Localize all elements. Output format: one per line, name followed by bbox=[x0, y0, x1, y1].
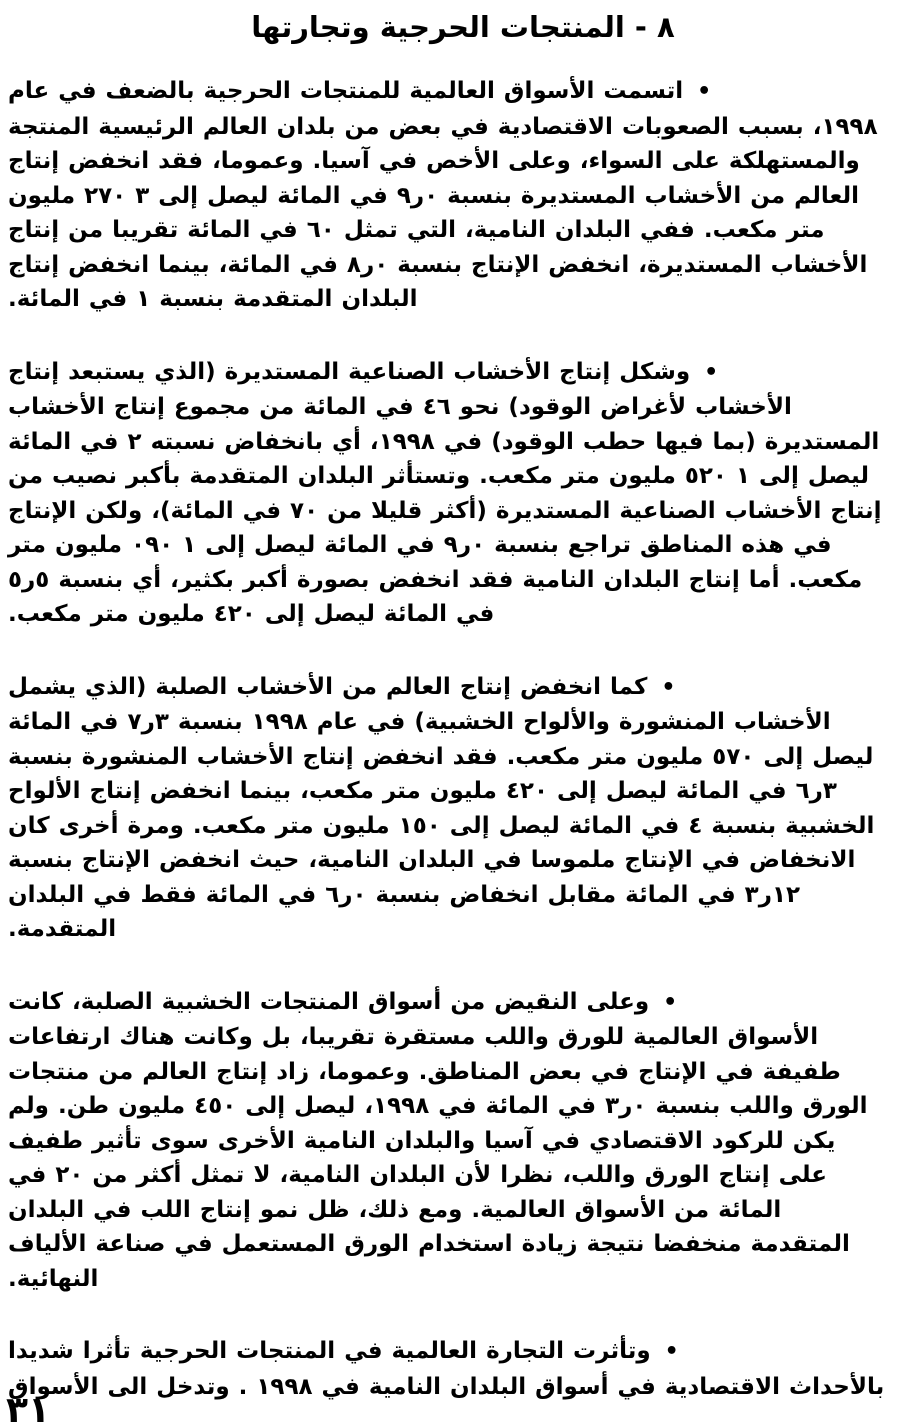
paragraph-text: كما انخفض إنتاج العالم من الأخشاب الصلبة (الذي يشمل الأخشاب المنشورة والألواح الخشبية) في عام ١٩٩٨ بنسبة ٣ر٧ في المائة ليصل إلى ٥٧٠ مليون متر مكعب. فقد انخفض إنتاج الأخشاب المنشورة بنسبة ٣ر٦ في المائة ليصل إلى ٤٢٠ مليون متر مكعب، بينما انخفض إنتاج الألواح الخشبية بنسبة ٤ في المائة ليصل إلى ١٥٠ مليون متر مكعب. ومرة أخرى كان الانخفاض في الإنتاج ملموسا في البلدان النامية، حيث انخفض الإنتاج بنسبة ١٢ر٣ في المائة مقابل انخفاض بنسبة ٠ر٦ في المائة فقط في البلدان المتقدمة. bbox=[8, 673, 875, 942]
paragraph-solid-wood bbox=[8, 670, 888, 947]
bullet-icon: • bbox=[697, 79, 712, 104]
paragraph-roundwood-overview bbox=[8, 74, 888, 317]
bullet-icon: • bbox=[704, 359, 719, 385]
bullet-icon: • bbox=[664, 1339, 679, 1364]
paragraph-pulp-and-paper bbox=[8, 985, 888, 1297]
paragraph-text: وعلى النقيض من أسواق المنتجات الخشبية الصلبة، كانت الأسواق العالمية للورق واللب مستقرة تقريبا، بل وكانت هناك ارتفاعات طفيفة في الإنتاج في بعض المناطق. وعموما، زاد إنتاج العالم من منتجات الورق واللب بنسبة ٠ر٣ في المائة في ١٩٩٨، ليصل إلى ٤٥٠ مليون طن. ولم يكن للركود الاقتصادي في آسيا والبلدان النامية الأخرى سوى تأثير طفيف على إنتاج الورق واللب، نظرا لأن البلدان النامية، لا تمثل أكثر من ٢٠ في المائة من الأسواق العالمية. ومع ذلك، ظل نمو إنتاج اللب في البلدان المتقدمة منخفضا نتيجة زيادة استخدام الورق المستعمل في صناعة الألياف النهائية. bbox=[8, 988, 868, 1292]
bullet-icon: • bbox=[663, 989, 678, 1015]
paragraph-text: اتسمت الأسواق العالمية للمنتجات الحرجية بالضعف في عام ١٩٩٨، بسبب الصعوبات الاقتصادية في بعض من بلدان العالم الرئيسية المنتجة والمستهلكة على السواء، وعلى الأخص في آسيا. وعموما، فقد انخفض إنتاج العالم من الأخشاب المستديرة بنسبة ٠ر٩ في المائة ليصل إلى ٣ ٢٧٠ مليون متر مكعب. ففي البلدان النامية، التي تمثل ٦٠ في المائة تقريبا من إنتاج الأخشاب المستديرة، انخفض الإنتاج بنسبة ٠ر٨ في المائة، بينما انخفض إنتاج البلدان المتقدمة بنسبة ١ في المائة. bbox=[8, 78, 878, 312]
paragraph-industrial-roundwood bbox=[8, 355, 888, 632]
page-number: ٣١ bbox=[6, 1390, 50, 1426]
paragraph-text: وتأثرت التجارة العالمية في المنتجات الحرجية تأثرا شديدا بالأحداث الاقتصادية في أسواق البلدان النامية في ١٩٩٨ . وتدخل الى الأسواق bbox=[8, 1338, 885, 1400]
page-title: ٨ - المنتجات الحرجية وتجارتها bbox=[251, 10, 675, 44]
paragraph-text: وشكل إنتاج الأخشاب الصناعية المستديرة (الذي يستبعد إنتاج الأخشاب لأغراض الوقود) نحو ٤٦ في المائة من مجموع إنتاج الأخشاب المستديرة (بما فيها حطب الوقود) في ١٩٩٨، أي بانخفاض نسبته ٢ في المائة ليصل إلى ١ ٥٢٠ مليون متر مكعب. وتستأثر البلدان المتقدمة بأكبر نصيب من إنتاج الأخشاب الصناعية المستديرة (أكثر قليلا من ٧٠ في المائة)، ولكن الإنتاج في هذه المناطق تراجع بنسبة ٠ر٩ في المائة ليصل إلى ١ ٠٩٠ مليون متر مكعب. أما إنتاج البلدان النامية فقد انخفض بصورة أكبر بكثير، أي بنسبة ٥ر٥ في المائة ليصل إلى ٤٢٠ مليون متر مكعب. bbox=[8, 358, 882, 627]
bullet-icon: • bbox=[661, 674, 676, 700]
paragraph-trade bbox=[8, 1334, 888, 1404]
